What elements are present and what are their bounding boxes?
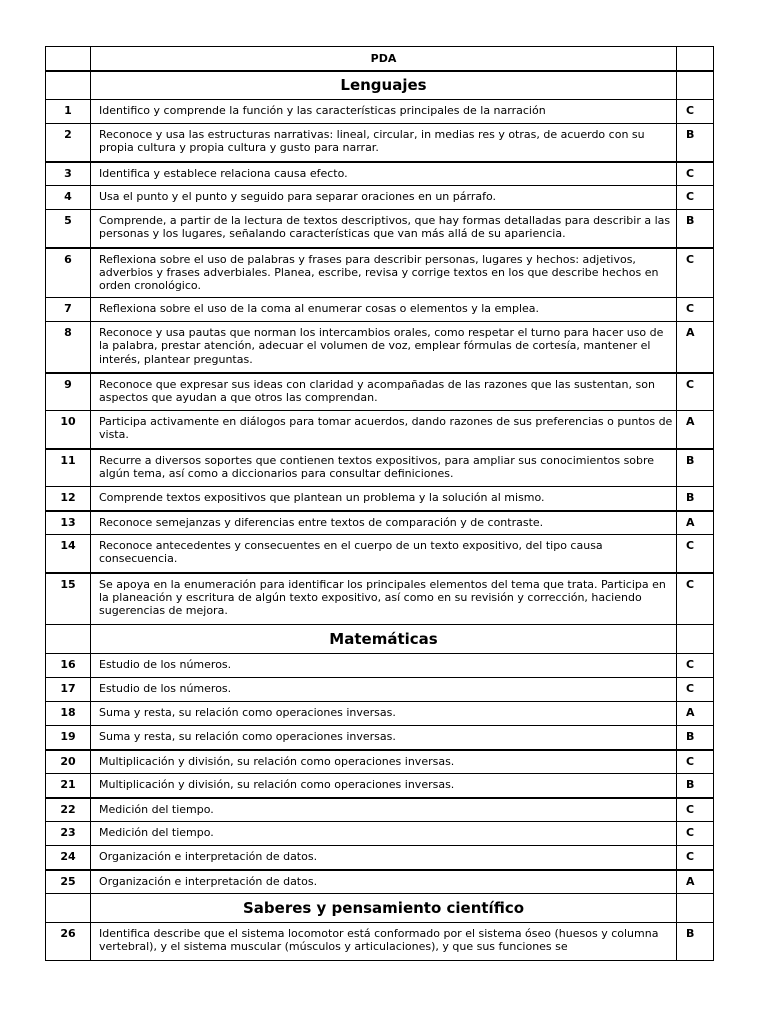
row-text: Estudio de los números. (91, 654, 677, 678)
section-answer-cell (677, 625, 714, 654)
row-number: 11 (46, 449, 91, 487)
row-text: Comprende textos expositivos que plantean un problema y la solución al mismo. (91, 487, 677, 511)
row-answer: A (677, 322, 714, 373)
row-text: Suma y resta, su relación como operaciones inversas. (91, 726, 677, 750)
row-number: 1 (46, 100, 91, 124)
table-row (46, 870, 714, 894)
row-answer: B (677, 774, 714, 798)
row-answer: C (677, 678, 714, 702)
row-answer: C (677, 162, 714, 186)
row-number: 26 (46, 923, 91, 961)
row-text: Suma y resta, su relación como operaciones inversas. (91, 702, 677, 726)
row-text: Multiplicación y división, su relación como operaciones inversas. (91, 774, 677, 798)
row-number: 18 (46, 702, 91, 726)
row-number: 15 (46, 573, 91, 625)
table-row (46, 449, 714, 487)
row-number: 16 (46, 654, 91, 678)
row-text: Reconoce que expresar sus ideas con claridad y acompañadas de las razones que las sustentan, son aspectos que ayudan a que otros las comprendan. (91, 373, 677, 411)
row-answer: B (677, 923, 714, 961)
table-row (46, 487, 714, 511)
table-row (46, 186, 714, 210)
table-row (46, 322, 714, 373)
table-row (46, 535, 714, 573)
table-row (46, 923, 714, 961)
table-row (46, 373, 714, 411)
row-number: 7 (46, 298, 91, 322)
row-number: 3 (46, 162, 91, 186)
table-row (46, 750, 714, 774)
row-answer: B (677, 487, 714, 511)
row-answer: A (677, 702, 714, 726)
table-row (46, 798, 714, 822)
section-answer-cell (677, 894, 714, 923)
table-row (46, 298, 714, 322)
row-number: 25 (46, 870, 91, 894)
section-title: Lenguajes (91, 71, 677, 100)
row-text: Reconoce y usa las estructuras narrativas: lineal, circular, in medias res y otras, de acuerdo con su propia cultura y propia cultura y gusto para narrar. (91, 124, 677, 162)
row-answer: B (677, 449, 714, 487)
row-number: 22 (46, 798, 91, 822)
row-text: Multiplicación y división, su relación como operaciones inversas. (91, 750, 677, 774)
row-text: Medición del tiempo. (91, 798, 677, 822)
table-row (46, 702, 714, 726)
table-row (46, 124, 714, 162)
section-row (46, 894, 714, 923)
row-text: Medición del tiempo. (91, 822, 677, 846)
row-answer: C (677, 298, 714, 322)
row-number: 20 (46, 750, 91, 774)
section-num-cell (46, 71, 91, 100)
row-number: 4 (46, 186, 91, 210)
table-row (46, 248, 714, 298)
row-answer: A (677, 870, 714, 894)
row-answer: C (677, 248, 714, 298)
row-number: 14 (46, 535, 91, 573)
header-row (46, 47, 714, 71)
row-text: Identifica describe que el sistema locomotor está conformado por el sistema óseo (huesos y columna vertebral), y el sistema muscular (músculos y articulaciones), y que sus funciones se (91, 923, 677, 961)
row-text: Reflexiona sobre el uso de palabras y frases para describir personas, lugares y hechos: adjetivos, adverbios y frases adverbiales. Planea, escribe, revisa y corrige textos en los que describe hechos en orden cronológico. (91, 248, 677, 298)
row-answer: C (677, 846, 714, 870)
row-text: Identifica y establece relaciona causa efecto. (91, 162, 677, 186)
row-answer: B (677, 124, 714, 162)
header-num-cell (46, 47, 91, 71)
table-row (46, 774, 714, 798)
table-row (46, 411, 714, 449)
section-num-cell (46, 625, 91, 654)
row-text: Estudio de los números. (91, 678, 677, 702)
row-number: 19 (46, 726, 91, 750)
row-answer: A (677, 511, 714, 535)
table-row (46, 573, 714, 625)
table-row (46, 654, 714, 678)
row-text: Reconoce semejanzas y diferencias entre textos de comparación y de contraste. (91, 511, 677, 535)
section-num-cell (46, 894, 91, 923)
table-row (46, 678, 714, 702)
table-row (46, 726, 714, 750)
row-answer: C (677, 822, 714, 846)
row-text: Reflexiona sobre el uso de la coma al enumerar cosas o elementos y la emplea. (91, 298, 677, 322)
row-answer: C (677, 798, 714, 822)
row-number: 21 (46, 774, 91, 798)
table-row (46, 846, 714, 870)
row-text: Comprende, a partir de la lectura de textos descriptivos, que hay formas detalladas para describir a las personas y los lugares, señalando características que van más allá de su apariencia. (91, 210, 677, 248)
row-text: Reconoce antecedentes y consecuentes en el cuerpo de un texto expositivo, del tipo causa consecuencia. (91, 535, 677, 573)
row-number: 5 (46, 210, 91, 248)
pda-table (45, 46, 714, 961)
row-text: Identifico y comprende la función y las características principales de la narración (91, 100, 677, 124)
row-number: 6 (46, 248, 91, 298)
row-number: 10 (46, 411, 91, 449)
row-answer: A (677, 411, 714, 449)
header-answer-cell (677, 47, 714, 71)
row-text: Organización e interpretación de datos. (91, 846, 677, 870)
row-answer: C (677, 573, 714, 625)
section-title: Saberes y pensamiento científico (91, 894, 677, 923)
row-number: 24 (46, 846, 91, 870)
row-text: Se apoya en la enumeración para identificar los principales elementos del tema que trata. Participa en la planeación y escritura de algún texto expositivo, así como en su revisión y corrección, haciendo sugerencias de mejora. (91, 573, 677, 625)
row-number: 9 (46, 373, 91, 411)
row-text: Participa activamente en diálogos para tomar acuerdos, dando razones de sus preferencias o puntos de vista. (91, 411, 677, 449)
row-text: Reconoce y usa pautas que norman los intercambios orales, como respetar el turno para hacer uso de la palabra, prestar atención, adecuar el volumen de voz, emplear fórmulas de cortesía, mantener el interés, plantear preguntas. (91, 322, 677, 373)
section-answer-cell (677, 71, 714, 100)
table-row (46, 162, 714, 186)
row-number: 23 (46, 822, 91, 846)
row-text: Organización e interpretación de datos. (91, 870, 677, 894)
header-pda-cell: PDA (91, 47, 677, 71)
section-title: Matemáticas (91, 625, 677, 654)
row-answer: C (677, 373, 714, 411)
table-row (46, 822, 714, 846)
row-answer: B (677, 210, 714, 248)
section-row (46, 71, 714, 100)
row-answer: B (677, 726, 714, 750)
table-row (46, 100, 714, 124)
row-answer: C (677, 535, 714, 573)
row-number: 13 (46, 511, 91, 535)
table-row (46, 210, 714, 248)
row-number: 17 (46, 678, 91, 702)
row-answer: C (677, 100, 714, 124)
row-answer: C (677, 750, 714, 774)
row-number: 8 (46, 322, 91, 373)
row-text: Usa el punto y el punto y seguido para separar oraciones en un párrafo. (91, 186, 677, 210)
row-number: 12 (46, 487, 91, 511)
row-answer: C (677, 654, 714, 678)
row-text: Recurre a diversos soportes que contienen textos expositivos, para ampliar sus conocimientos sobre algún tema, así como a diccionarios para consultar definiciones. (91, 449, 677, 487)
row-answer: C (677, 186, 714, 210)
table-row (46, 511, 714, 535)
section-row (46, 625, 714, 654)
row-number: 2 (46, 124, 91, 162)
